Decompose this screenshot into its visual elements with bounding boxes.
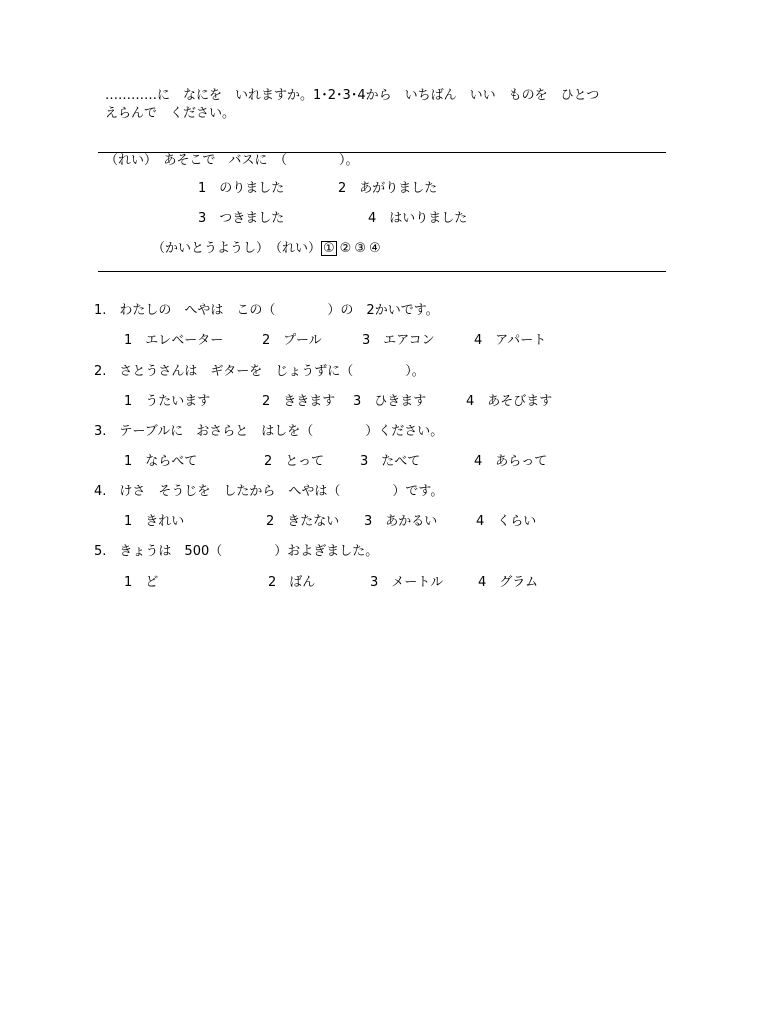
- option-number: 2: [338, 181, 347, 196]
- option-number: 2: [262, 394, 271, 409]
- q3-option-4: [474, 454, 547, 470]
- question-text: テーブルに おさらと はしを（ ）ください。: [119, 424, 444, 439]
- option-text: エレベーター: [145, 333, 224, 348]
- example-sentence: （れい） あそこで バスに （ ）。: [105, 153, 359, 168]
- q4-option-1: [124, 514, 184, 530]
- option-text: ばん: [289, 575, 316, 590]
- question-text: きょうは 500（ ）およぎました。: [119, 544, 379, 559]
- option-number: 1: [124, 514, 133, 529]
- option-text: あらって: [495, 454, 548, 469]
- option-text: きたない: [287, 514, 340, 529]
- instruction-line-1: …………に なにを いれますか。1･2･3･4から いちばん いい ものを ひとつ: [105, 88, 600, 103]
- option-text: たべて: [381, 454, 421, 469]
- option-text: つきました: [219, 211, 285, 226]
- q1-option-3: [362, 333, 435, 349]
- q2-option-1: [124, 394, 210, 410]
- option-text: ひきます: [374, 394, 427, 409]
- option-number: 1: [124, 575, 133, 590]
- answer-mark-3: ③: [354, 241, 366, 256]
- option-number: 2: [268, 575, 277, 590]
- question-number: 3.: [94, 424, 107, 439]
- answer-sheet-label: （かいとうようし） （れい）: [152, 241, 322, 256]
- option-text: グラム: [499, 575, 539, 590]
- question-2: [94, 364, 425, 380]
- example-option-3: [198, 211, 284, 227]
- option-number: 3: [353, 394, 362, 409]
- option-text: うたいます: [145, 394, 211, 409]
- question-number: 4.: [94, 484, 107, 499]
- q3-option-2: [264, 454, 324, 470]
- q1-option-4: [474, 333, 546, 349]
- example-option-2: [338, 181, 437, 197]
- q3-option-3: [360, 454, 420, 470]
- option-number: 4: [368, 211, 377, 226]
- option-text: はいりました: [389, 211, 468, 226]
- option-text: エアコン: [383, 333, 435, 348]
- option-number: 4: [474, 333, 483, 348]
- option-text: ならべて: [145, 454, 198, 469]
- option-number: 3: [198, 211, 207, 226]
- answer-mark-2: ②: [339, 241, 352, 256]
- q5-option-3: [370, 575, 443, 591]
- option-text: とって: [285, 454, 325, 469]
- option-number: 4: [478, 575, 487, 590]
- option-text: あそびます: [487, 394, 553, 409]
- option-number: 4: [474, 454, 483, 469]
- q1-option-2: [262, 333, 322, 349]
- option-text: のりました: [219, 181, 285, 196]
- q4-option-3: [364, 514, 437, 530]
- option-number: 2: [262, 333, 271, 348]
- option-number: 1: [198, 181, 207, 196]
- q1-option-1: [124, 333, 223, 349]
- option-text: アパート: [495, 333, 547, 348]
- question-text: さとうさんは ギターを じょうずに（ ）。: [119, 364, 425, 379]
- answer-mark-4: ④: [368, 241, 381, 256]
- option-text: メートル: [391, 575, 444, 590]
- option-text: あかるい: [385, 514, 438, 529]
- option-number: 1: [124, 333, 133, 348]
- option-text: ど: [145, 575, 159, 590]
- question-text: けさ そうじを したから へやは（ ）です。: [119, 484, 444, 499]
- option-text: ききます: [283, 394, 336, 409]
- question-1: [94, 303, 439, 319]
- q2-option-3: [353, 394, 426, 410]
- example-option-4: [368, 211, 467, 227]
- example-option-1: [198, 181, 284, 197]
- q2-option-4: [466, 394, 552, 410]
- option-number: 2: [264, 454, 273, 469]
- answer-sheet-example: [152, 241, 384, 257]
- question-3: [94, 424, 443, 440]
- option-number: 2: [266, 514, 275, 529]
- q2-option-2: [262, 394, 335, 410]
- question-text: わたしの へやは この（ ）の 2かいです。: [119, 303, 439, 318]
- question-4: [94, 484, 443, 500]
- q4-option-4: [476, 514, 536, 530]
- option-number: 3: [360, 454, 369, 469]
- option-number: 3: [364, 514, 373, 529]
- q5-option-1: [124, 575, 158, 591]
- instruction-line-2: えらんで ください。: [105, 106, 236, 121]
- option-number: 3: [370, 575, 379, 590]
- answer-mark-1-selected: ①: [323, 241, 335, 256]
- question-number: 5.: [94, 544, 107, 559]
- q5-option-4: [478, 575, 538, 591]
- q4-option-2: [266, 514, 339, 530]
- option-number: 1: [124, 394, 133, 409]
- option-number: 4: [466, 394, 475, 409]
- question-5: [94, 544, 378, 560]
- option-number: 4: [476, 514, 485, 529]
- option-text: プール: [283, 333, 322, 348]
- question-number: 2.: [94, 364, 107, 379]
- option-number: 1: [124, 454, 133, 469]
- option-text: あがりました: [359, 181, 438, 196]
- option-text: くらい: [497, 514, 537, 529]
- q3-option-1: [124, 454, 197, 470]
- option-number: 3: [362, 333, 371, 348]
- option-text: きれい: [145, 514, 185, 529]
- example-bottom-rule: [98, 271, 666, 272]
- question-number: 1.: [94, 303, 107, 318]
- q5-option-2: [268, 575, 315, 591]
